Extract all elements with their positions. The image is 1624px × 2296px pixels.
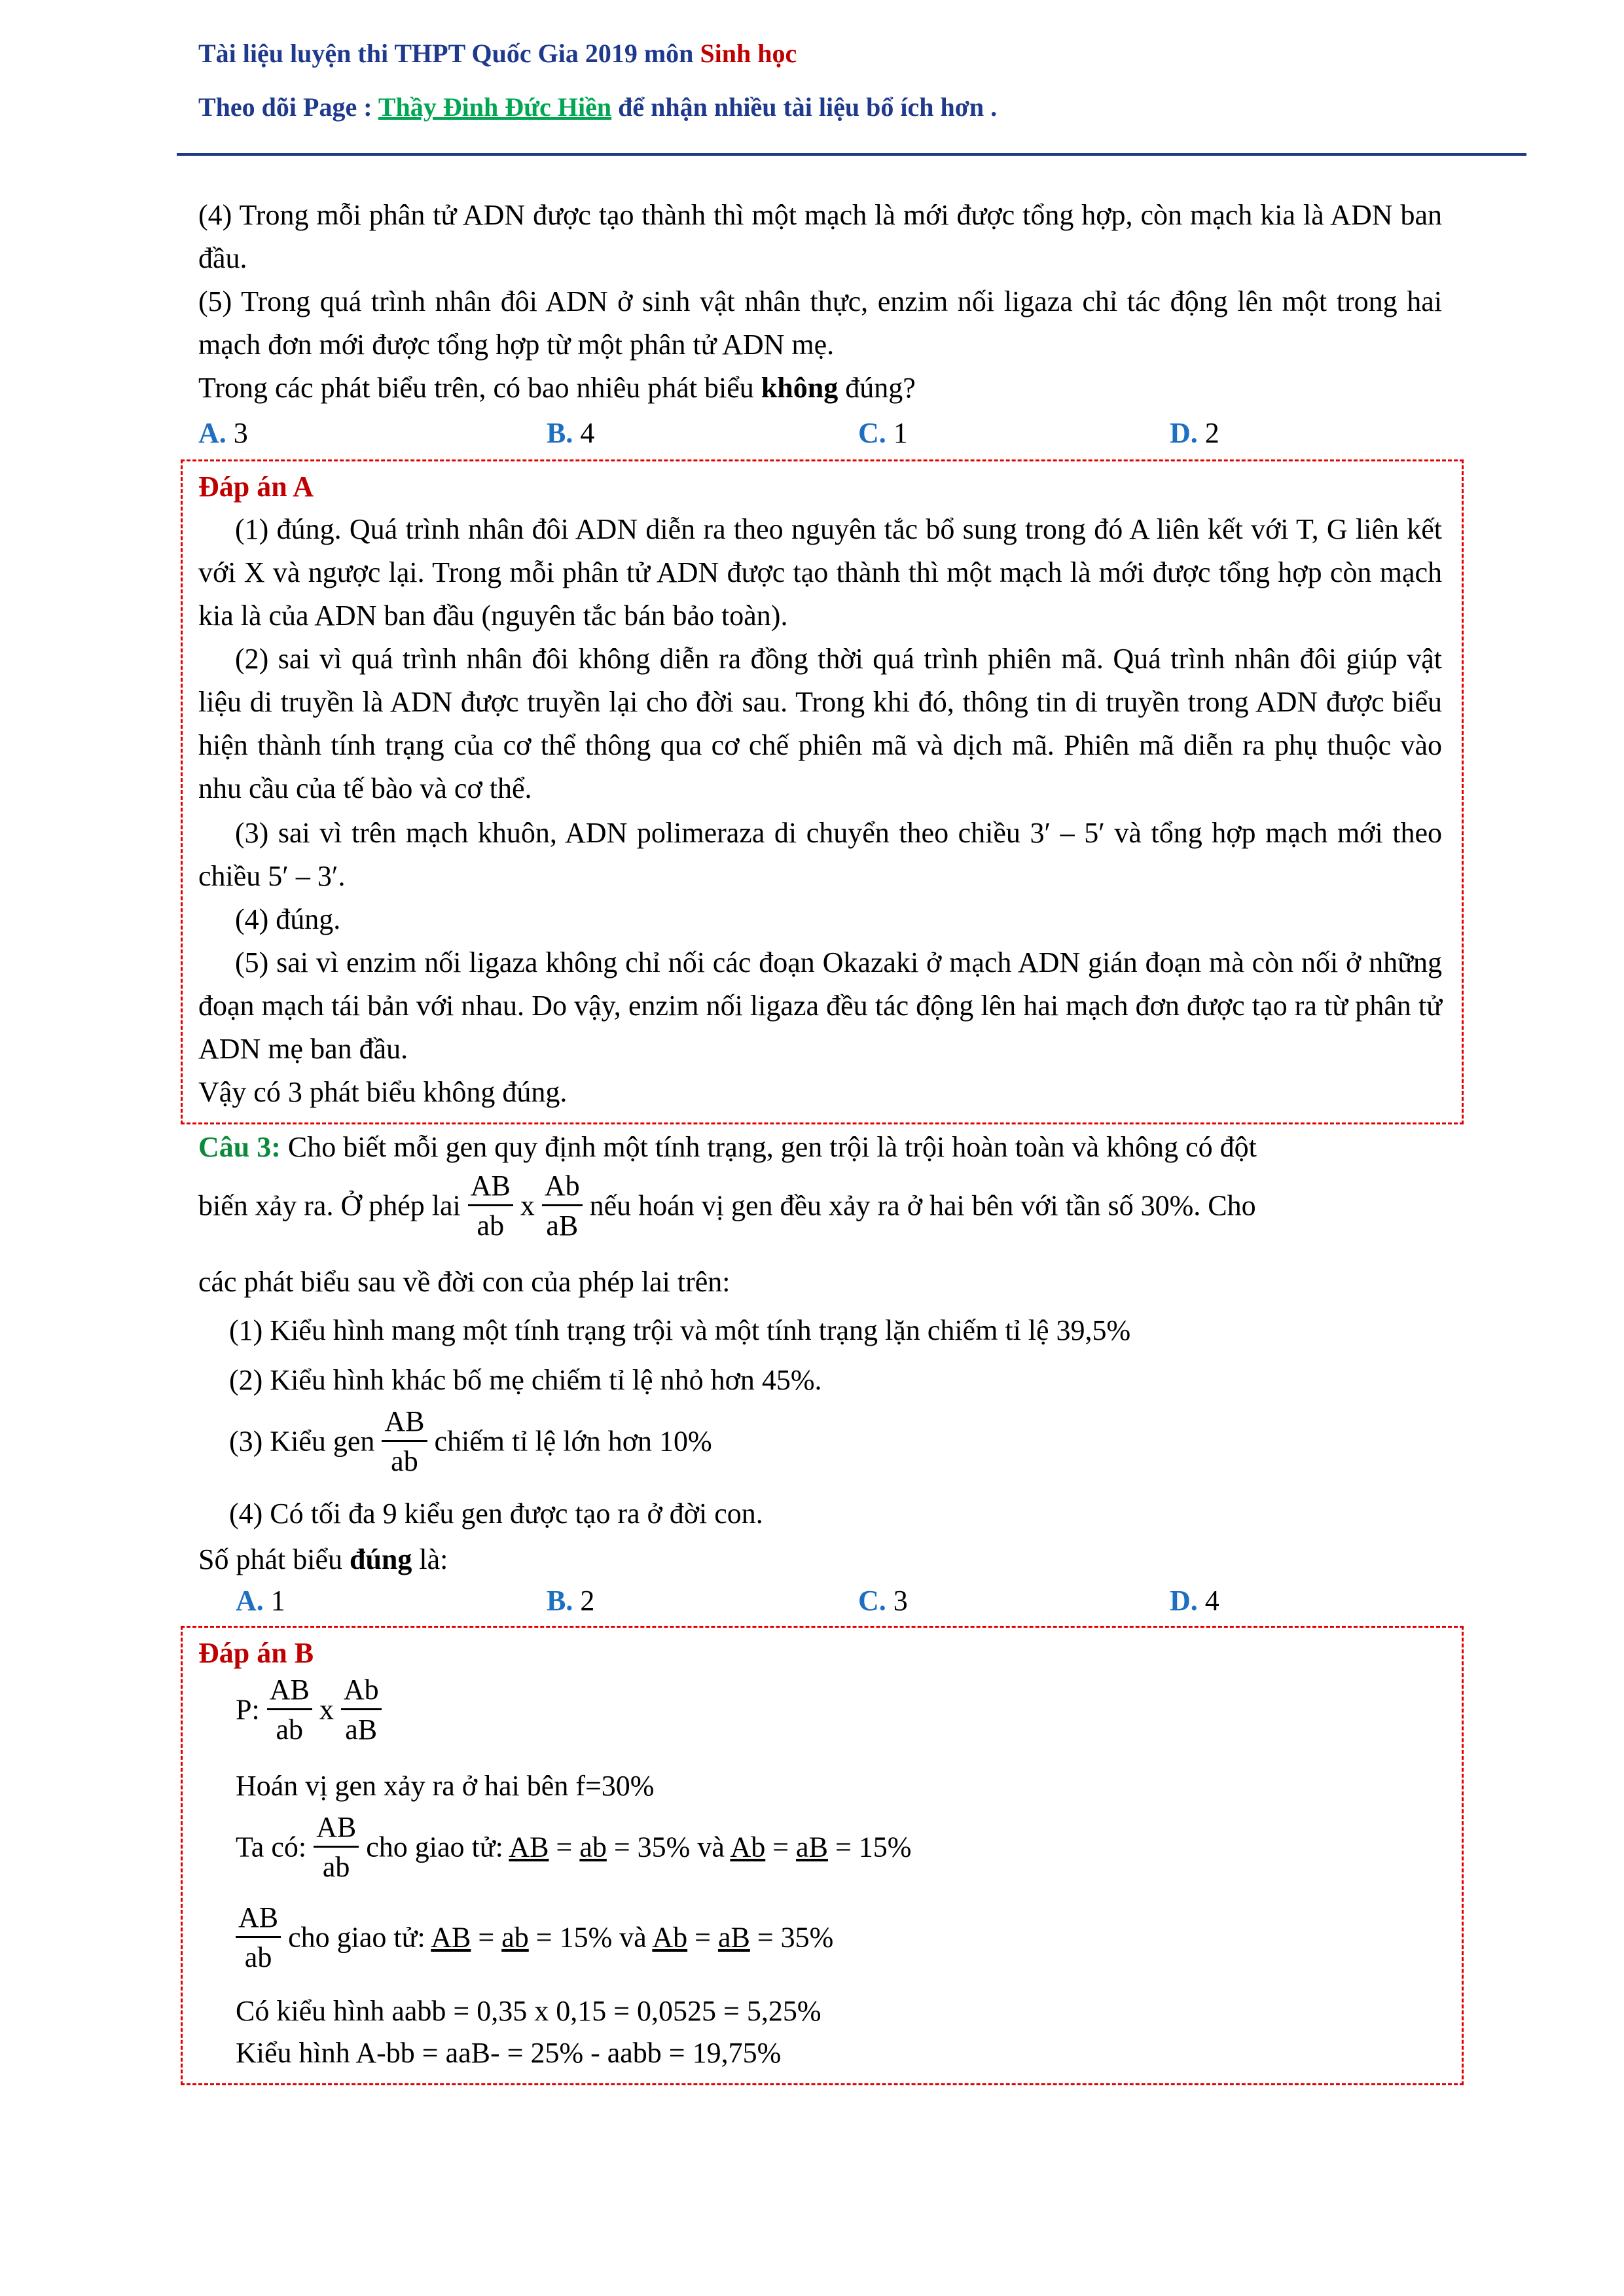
option-letter: C.	[858, 417, 886, 449]
option-letter: B.	[547, 1585, 573, 1617]
eq: =	[471, 1921, 502, 1954]
gamete: aB	[796, 1831, 828, 1863]
q3-statement-4: (4) Có tối đa 9 kiểu gen được tạo ra ở đời con.	[229, 1498, 763, 1530]
option-value: 3	[226, 417, 248, 449]
question-3-text: Cho biết mỗi gen quy định một tính trạng, gen trội là trội hoàn toàn và không có đột	[280, 1131, 1257, 1163]
value: = 35% và	[606, 1831, 731, 1863]
header-page-link[interactable]: Thầy Đinh Đức Hiền	[378, 92, 612, 122]
q2-option-c[interactable]	[858, 416, 908, 450]
ask-emphasis: đúng	[349, 1543, 412, 1575]
value: = 35%	[749, 1921, 834, 1954]
q3-statement-3	[229, 1407, 712, 1476]
option-value: 2	[573, 1585, 595, 1617]
gamete-text	[366, 1831, 911, 1863]
q3-option-d[interactable]	[1170, 1584, 1219, 1617]
gamete: AB	[509, 1831, 549, 1863]
header-follow-suffix: để nhận nhiều tài liệu bổ ích hơn .	[611, 92, 998, 122]
option-letter: B.	[547, 417, 573, 449]
line-text: Ta có:	[236, 1831, 314, 1863]
line-text: (3) Kiểu gen	[229, 1425, 382, 1458]
header-subject: Sinh học	[700, 39, 797, 68]
gamete-line-2	[236, 1903, 833, 1972]
gamete: Ab	[730, 1831, 766, 1863]
question-2-prompt	[198, 367, 1442, 410]
phenotype-aabb: Có kiểu hình aabb = 0,35 x 0,15 = 0,0525 = 5,25%	[236, 1995, 821, 2027]
prompt-suffix: đúng?	[838, 372, 916, 404]
q2-option-a[interactable]	[198, 416, 248, 450]
eq: =	[549, 1831, 580, 1863]
header-line-2	[198, 92, 997, 122]
frac-num: Ab	[341, 1676, 382, 1710]
ask-suffix: là:	[412, 1543, 448, 1575]
cross-sign: x	[520, 1189, 535, 1222]
frac-den: aB	[345, 1713, 378, 1746]
conclusion: Vậy có 3 phát biểu không đúng.	[198, 1076, 568, 1108]
frac-den: ab	[477, 1210, 505, 1242]
prompt-emphasis: không	[761, 372, 839, 404]
option-letter: A.	[198, 417, 226, 449]
question-3-line-3: các phát biểu sau về đời con của phép lai trên:	[198, 1266, 731, 1298]
q2-option-d[interactable]	[1170, 416, 1219, 450]
frac-num: AB	[468, 1172, 513, 1206]
option-letter: C.	[858, 1585, 886, 1617]
frac-den: ab	[322, 1851, 350, 1883]
value: = 15% và	[528, 1921, 653, 1954]
statement-4: (4) Trong mỗi phân tử ADN được tạo thành thì một mạch là mới được tổng hợp, còn mạch kia là ADN ban đầu.	[198, 199, 1442, 274]
ask-text: Số phát biểu	[198, 1543, 350, 1575]
q3-statement-2: (2) Kiểu hình khác bố mẹ chiếm tỉ lệ nhỏ hơn 45%.	[229, 1364, 822, 1396]
line-text: chiếm tỉ lệ lớn hơn 10%	[434, 1425, 712, 1458]
question-3-label: Câu 3:	[198, 1131, 281, 1163]
frac-num: AB	[236, 1903, 281, 1938]
option-letter: D.	[1170, 417, 1198, 449]
eq: =	[765, 1831, 797, 1863]
gamete-line-1	[236, 1813, 911, 1882]
explanation-5: (5) sai vì enzim nối ligaza không chỉ nối các đoạn Okazaki ở mạch ADN gián đoạn mà còn nối ở những đoạn mạch tái bản với nhau. Do vậy, enzim nối ligaza đều tác động lên hai mạch đơn được tạo ra từ phân tử ADN mẹ ban đầu.	[198, 946, 1442, 1065]
question-3-ask	[198, 1538, 448, 1581]
answer-title-q3: Đáp án B	[198, 1637, 314, 1669]
fraction-ab-ab	[468, 1172, 513, 1240]
option-value: 4	[1197, 1585, 1219, 1617]
line-text: biến xảy ra. Ở phép lai	[198, 1189, 468, 1222]
fraction-p2	[341, 1676, 382, 1744]
option-value: 1	[886, 417, 908, 449]
frac-den: ab	[391, 1445, 418, 1477]
frac-num: AB	[267, 1676, 312, 1710]
gamete: aB	[717, 1921, 750, 1954]
cross-sign: x	[319, 1693, 334, 1726]
phenotype-a-bb: Kiểu hình A-bb = aaB- = 25% - aabb = 19,75%	[236, 2037, 782, 2069]
option-value: 2	[1197, 417, 1219, 449]
option-letter: D.	[1170, 1585, 1198, 1617]
option-value: 3	[886, 1585, 908, 1617]
q3-option-b[interactable]	[547, 1584, 594, 1617]
option-value: 4	[573, 417, 595, 449]
frac-num: AB	[314, 1813, 359, 1848]
statement-5: (5) Trong quá trình nhân đôi ADN ở sinh vật nhân thực, enzim nối ligaza chỉ tác động lên một trong hai mạch đơn mới được tổng hợp từ một phân tử ADN mẹ.	[198, 285, 1442, 361]
gamete: AB	[431, 1921, 471, 1954]
explanation-1: (1) đúng. Quá trình nhân đôi ADN diễn ra theo nguyên tắc bổ sung trong đó A liên kết với T, G liên kết với X và ngược lại. Trong mỗi phân tử ADN được tạo thành thì một mạch là mới được tổng hợp còn mạch kia là của ADN ban đầu (nguyên tắc bán bảo toàn).	[198, 513, 1442, 632]
q3-option-a[interactable]	[236, 1584, 285, 1617]
question-3-line-1	[198, 1126, 1257, 1169]
value: = 15%	[827, 1831, 912, 1863]
gamete: Ab	[652, 1921, 688, 1954]
fraction-ab-ab3	[382, 1407, 427, 1476]
frac-num: Ab	[542, 1172, 583, 1206]
fraction-ab-ab2	[542, 1172, 583, 1240]
frac-num: AB	[382, 1407, 427, 1442]
header-title: Tài liệu luyện thi THPT Quốc Gia 2019 môn	[198, 39, 700, 68]
crossover-frequency: Hoán vị gen xảy ra ở hai bên f=30%	[236, 1770, 655, 1802]
header-divider	[177, 153, 1526, 156]
header-line-1	[198, 38, 797, 69]
header-follow-text: Theo dõi Page :	[198, 92, 378, 122]
frac-den: aB	[546, 1210, 579, 1242]
eq: =	[687, 1921, 718, 1954]
option-value: 1	[263, 1585, 285, 1617]
gamete: ab	[501, 1921, 529, 1954]
option-letter: A.	[236, 1585, 264, 1617]
explanation-4: (4) đúng.	[235, 903, 341, 935]
p-label: P:	[236, 1693, 267, 1726]
q2-option-b[interactable]	[547, 416, 594, 450]
fraction-taco	[314, 1813, 359, 1882]
gamete-text	[288, 1922, 833, 1954]
line-text: cho giao tử:	[288, 1921, 431, 1954]
fraction-p1	[267, 1676, 312, 1744]
question-3-line-2	[198, 1172, 1256, 1240]
frac-den: ab	[244, 1941, 272, 1973]
fraction-line2	[236, 1903, 281, 1972]
line-text: cho giao tử:	[366, 1831, 509, 1863]
line-text: nếu hoán vị gen đều xảy ra ở hai bên với tần số 30%. Cho	[589, 1189, 1256, 1222]
explanation-3: (3) sai vì trên mạch khuôn, ADN polimeraza di chuyển theo chiều 3′ – 5′ và tổng hợp mạch mới theo chiều 5′ – 3′.	[198, 817, 1442, 892]
frac-den: ab	[276, 1713, 304, 1746]
answer-title-q2: Đáp án A	[198, 471, 314, 503]
explanation-2: (2) sai vì quá trình nhân đôi không diễn ra đồng thời quá trình phiên mã. Quá trình nhân đôi giúp vật liệu di truyền là ADN được truyền lại cho đời sau. Trong khi đó, thông tin di truyền trong ADN được biểu hiện thành tính trạng của cơ thể thông qua cơ chế phiên mã và dịch mã. Phiên mã diễn ra phụ thuộc vào nhu cầu của tế bào và cơ thể.	[198, 643, 1442, 804]
prompt-text: Trong các phát biểu trên, có bao nhiêu phát biểu	[198, 372, 761, 404]
parent-cross	[236, 1676, 382, 1744]
q3-option-c[interactable]	[858, 1584, 908, 1617]
gamete: ab	[579, 1831, 607, 1863]
q3-statement-1: (1) Kiểu hình mang một tính trạng trội và một tính trạng lặn chiếm tỉ lệ 39,5%	[229, 1314, 1131, 1346]
